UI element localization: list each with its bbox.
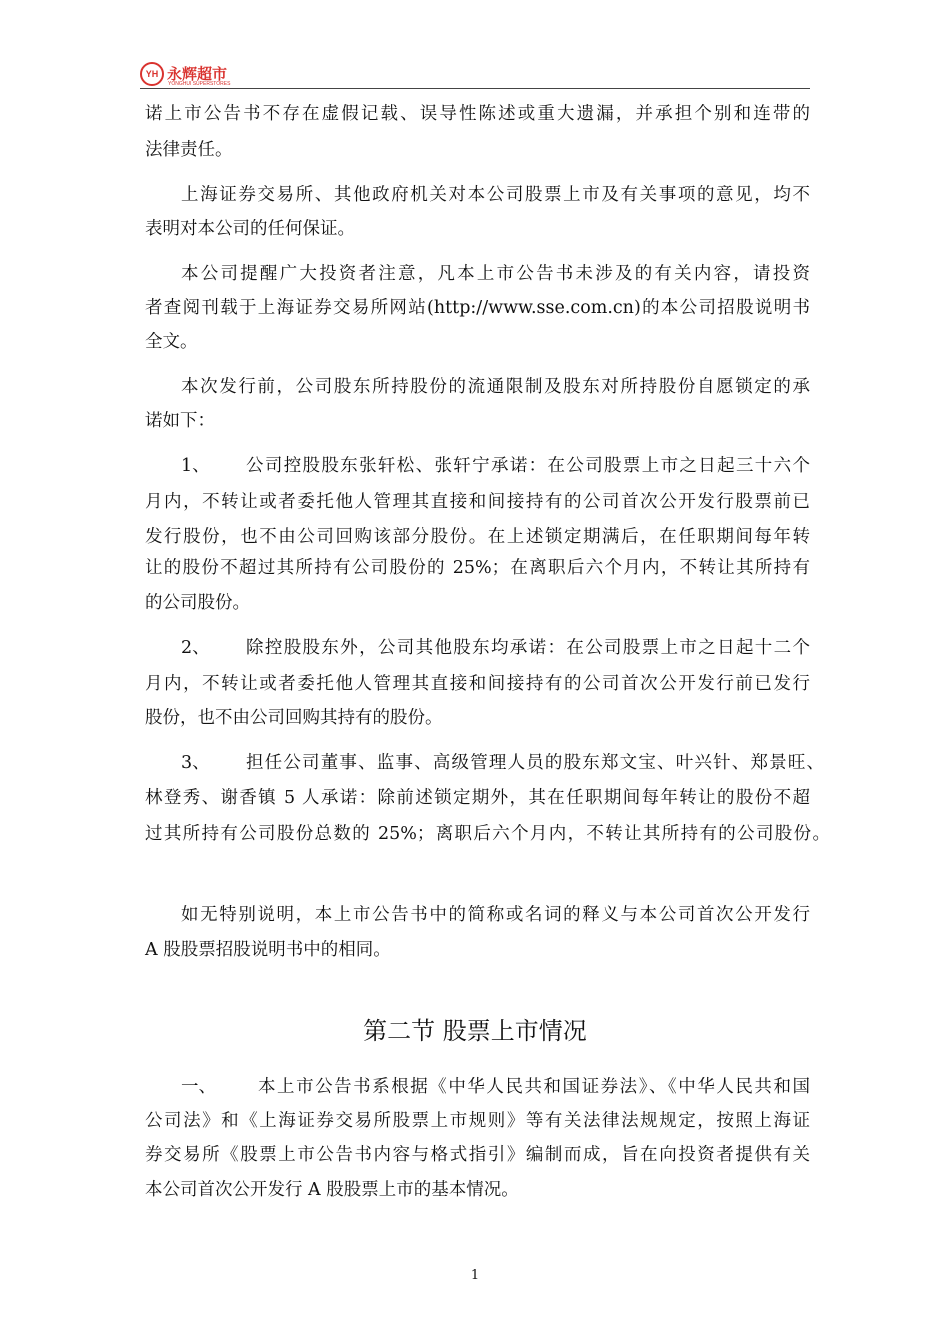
logo-subtitle: YONGHUI SUPERSTORES — [168, 81, 231, 87]
paragraph-line: 诺如下： — [145, 411, 215, 431]
list-item-line: 发行股份，也不由公司回购该部分股份。在上述锁定期满后，在任职期间每年转 — [145, 527, 810, 547]
paragraph-line: 诺上市公告书不存在虚假记载、误导性陈述或重大遗漏，并承担个别和连带的 — [145, 104, 810, 124]
paragraph-line: 法律责任。 — [145, 140, 233, 160]
list-item-line: 券交易所《股票上市公告书内容与格式指引》编制而成，旨在向投资者提供有关 — [145, 1145, 810, 1165]
logo-name: 永辉超市 — [167, 64, 228, 83]
list-item-line: 月内，不转让或者委托他人管理其直接和间接持有的公司首次公开发行前已发行 — [145, 674, 810, 694]
list-item-line: 本上市公告书系根据《中华人民共和国证券法》、《中华人民共和国 — [258, 1077, 810, 1097]
company-logo — [140, 62, 231, 87]
list-item-line: 股份，也不由公司回购其持有的股份。 — [145, 708, 443, 728]
list-item-line: 的公司股份。 — [145, 593, 250, 613]
list-item-line: 本公司首次公开发行 A 股股票上市的基本情况。 — [145, 1180, 519, 1200]
section-heading: 第二节 股票上市情况 — [363, 1017, 587, 1045]
header-divider — [140, 88, 810, 89]
list-number: 1、 — [181, 456, 210, 476]
paragraph-line: 本次发行前，公司股东所持股份的流通限制及股东对所持股份自愿锁定的承 — [181, 377, 810, 397]
paragraph-line: 本公司提醒广大投资者注意，凡本上市公告书未涉及的有关内容，请投资 — [181, 264, 810, 284]
list-item-line: 让的股份不超过其所持有公司股份的 25%；在离职后六个月内，不转让其所持有 — [145, 558, 810, 578]
list-item-line: 公司法》和《上海证券交易所股票上市规则》等有关法律法规规定，按照上海证 — [145, 1111, 810, 1131]
list-item-line: 公司控股股东张轩松、张轩宁承诺：在公司股票上市之日起三十六个 — [246, 456, 810, 476]
list-item-line: 月内，不转让或者委托他人管理其直接和间接持有的公司首次公开发行股票前已 — [145, 492, 810, 512]
list-item-line: 林登秀、谢香镇 5 人承诺：除前述锁定期外，其在任职期间每年转让的股份不超 — [145, 788, 810, 808]
list-number: 3、 — [181, 753, 210, 773]
list-number: 2、 — [181, 638, 210, 658]
paragraph-line: 如无特别说明，本上市公告书中的简称或名词的释义与本公司首次公开发行 — [181, 905, 810, 925]
list-item-line: 担任公司董事、监事、高级管理人员的股东郑文宝、叶兴针、郑景旺、 — [246, 753, 824, 773]
list-item-line: 除控股股东外，公司其他股东均承诺：在公司股票上市之日起十二个 — [246, 638, 810, 658]
page-number: 1 — [470, 1268, 480, 1283]
list-item-line: 过其所持有公司股份总数的 25%；离职后六个月内，不转让其所持有的公司股份。 — [145, 824, 830, 844]
paragraph-line: 全文。 — [145, 332, 198, 352]
paragraph-line: 上海证券交易所、其他政府机关对本公司股票上市及有关事项的意见，均不 — [181, 185, 810, 205]
list-number: 一、 — [181, 1077, 216, 1097]
logo-mark: YH — [140, 62, 164, 86]
paragraph-line: A 股股票招股说明书中的相同。 — [145, 940, 391, 960]
paragraph-line: 表明对本公司的任何保证。 — [145, 219, 355, 239]
paragraph-line: 者查阅刊载于上海证券交易所网站(http://www.sse.com.cn)的本公司招股说明书 — [145, 298, 810, 318]
